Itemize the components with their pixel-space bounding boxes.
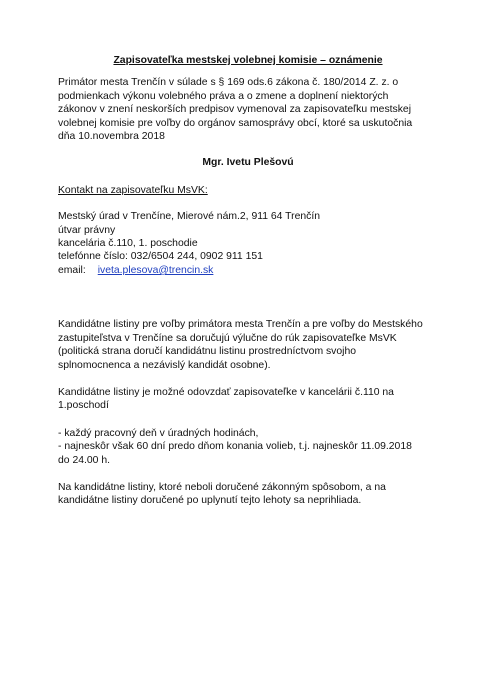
intro-line: dňa 10.novembra 2018 (58, 131, 165, 143)
closing-line: Na kandidátne listiny, ktoré neboli doručené zákonným spôsobom, a na (58, 481, 386, 493)
submission-line: splnomocnenca a nezávislý kandidát osobne). (58, 359, 271, 371)
closing-paragraph (58, 481, 438, 508)
document-page (58, 54, 438, 508)
intro-line: volebnej komisie pre voľby do orgánov samosprávy obcí, ktoré sa uskutočnia (58, 117, 413, 129)
contact-phone-line: telefónne číslo: 032/6504 244, 0902 911 151 (58, 251, 263, 263)
intro-line: podmienkach výkonu volebného práva a o zmene a doplnení niektorých (58, 90, 389, 102)
intro-paragraph (58, 76, 438, 143)
email-link[interactable]: iveta.plesova@trencin.sk (97, 264, 214, 276)
appointee-name: Mgr. Ivetu Plešovú (202, 157, 294, 169)
document-title: Zapisovateľka mestskej volebnej komisie – oznámenie (113, 55, 383, 66)
intro-line: Primátor mesta Trenčín v súlade s § 169 ods.6 zákona č. 180/2014 Z. z. o (58, 77, 399, 89)
hours-line: - najneskôr však 60 dní predo dňom konania volieb, t.j. najneskôr 11.09.2018 (58, 441, 412, 453)
email-label: email: (58, 264, 86, 276)
contact-block (58, 210, 438, 277)
hours-line: - každý pracovný deň v úradných hodinách, (58, 427, 259, 439)
contact-heading: Kontakt na zapisovateľku MsVK: (58, 184, 208, 196)
submission-line: (politická strana doručí kandidátnu listinu prostredníctvom svojho (58, 346, 357, 358)
submission-line: Kandidátne listiny pre voľby primátora mesta Trenčín a pre voľby do Mestského (58, 319, 423, 331)
hours-paragraph (58, 427, 438, 467)
submission-line: zastupiteľstva v Trenčíne sa doručujú výlučne do rúk zapisovateľke MsVK (58, 332, 397, 344)
submission-paragraph (58, 318, 438, 372)
contact-address-line: Mestský úrad v Trenčíne, Mierové nám.2, 911 64 Trenčín (58, 211, 321, 223)
closing-line: kandidátne listiny doručené po uplynutí tejto lehoty sa neprihliada. (58, 495, 362, 507)
intro-line: zákonov v znení neskorších predpisov vymenoval za zapisovateľku mestskej (58, 104, 412, 116)
office-paragraph (58, 386, 438, 413)
hours-line: do 24.00 h. (58, 454, 110, 466)
contact-email-line (58, 264, 438, 277)
contact-department-line: útvar právny (58, 224, 116, 236)
office-line: 1.poschodí (58, 400, 109, 412)
contact-office-line: kancelária č.110, 1. poschodie (58, 238, 198, 250)
office-line: Kandidátne listiny je možné odovzdať zapisovateľke v kancelárii č.110 na (58, 386, 394, 398)
